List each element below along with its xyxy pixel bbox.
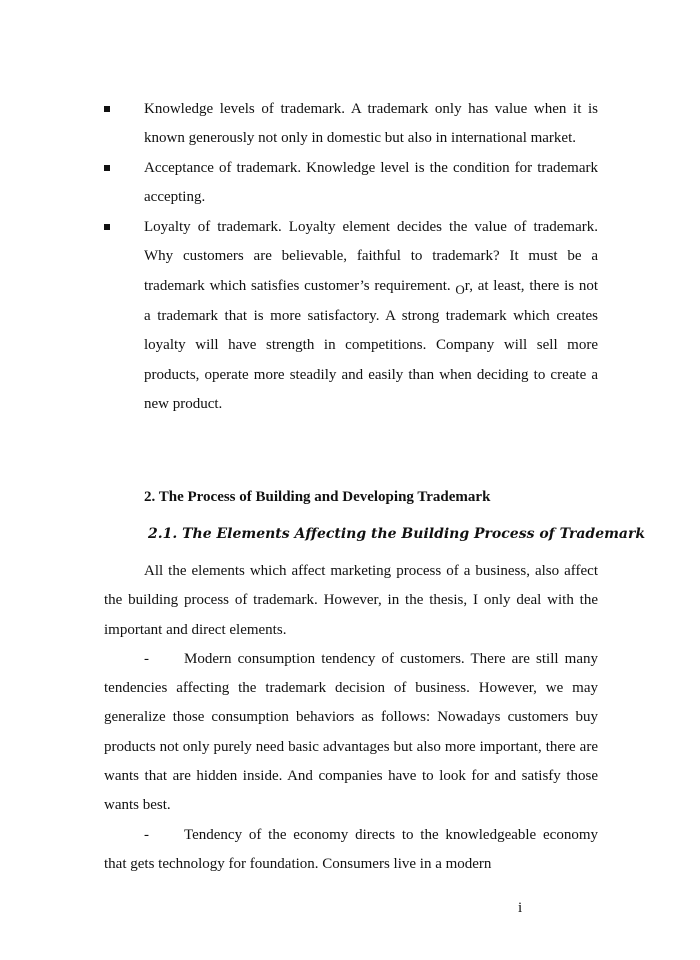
- dash-paragraph-text: Modern consumption tendency of customers. There are still many tendencies affecting the trademark decision of business. However, we may generalize those consumption behaviors as follows: Nowadays customers buy products not only purely need basic advantages but also more important, there are wants that are hidden inside. And companies have to look for and satisfy those wants best.: [104, 650, 598, 814]
- body-text: [104, 557, 598, 879]
- dash-paragraph-text: Tendency of the economy directs to the knowledgeable economy that gets technology for foundation. Consumers live in a modern: [104, 826, 598, 872]
- square-bullet-icon: [104, 165, 110, 171]
- dash-paragraph-consumption: [104, 645, 598, 821]
- bullet-list: [104, 95, 598, 419]
- square-bullet-icon: [104, 224, 110, 230]
- section-title: 2. The Process of Building and Developing Trademark: [144, 489, 491, 505]
- intro-paragraph: All the elements which affect marketing process of a business, also affect the building process of trademark. However, in the thesis, I only deal with the important and direct elements.: [104, 563, 598, 638]
- bullet-text-start: Loyalty of trademark. Loyalty element decides the value of trademark. Why customers are believable, faithful to trademark? It must be a trademark which satisfies customer’s requirement.: [144, 218, 598, 295]
- subscript-letter: O: [455, 282, 465, 298]
- bullet-text: Acceptance of trademark. Knowledge level is the condition for trademark accepting.: [144, 159, 598, 206]
- subsection-title: 2.1. The Elements Affecting the Building Process of Trademark: [148, 526, 646, 542]
- page-number: i: [518, 900, 523, 916]
- bullet-item-acceptance: [104, 154, 598, 213]
- bullet-item-loyalty: [104, 213, 598, 420]
- dash-marker: -: [144, 826, 149, 843]
- bullet-text: Knowledge levels of trademark. A trademark only has value when it is known generously not only in domestic but also in international market.: [144, 101, 598, 147]
- bullet-item-knowledge: [104, 95, 598, 154]
- dash-marker: -: [144, 650, 149, 667]
- bullet-text-end: r, at least, there is not a trademark that is more satisfactory. A strong trademark which creates loyalty will have strength in competitions. Company will sell more products, operate more steadily and easily than when deciding to create a new product.: [144, 278, 599, 413]
- square-bullet-icon: [104, 106, 110, 112]
- dash-paragraph-economy: [104, 821, 598, 880]
